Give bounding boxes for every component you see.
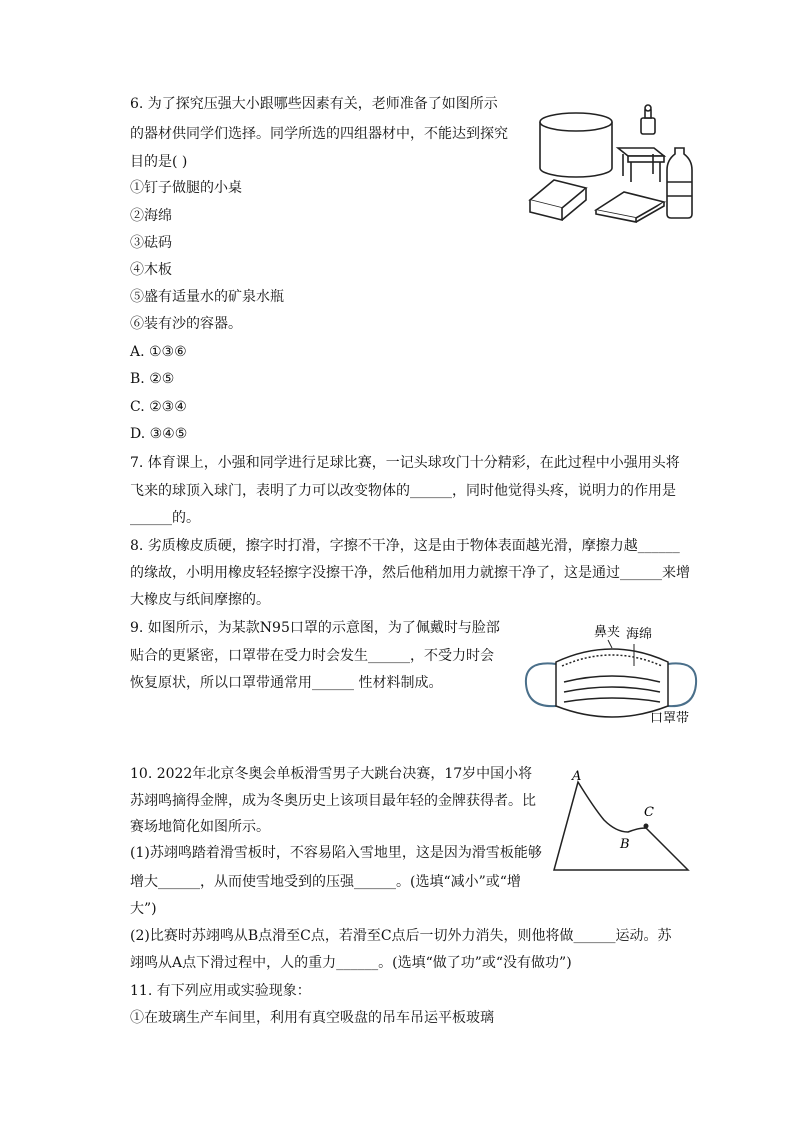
q10-line-7: (2)比赛时苏翊鸣从B点滑至C点，若滑至C点后一切外力消失，则他将做______运动。苏 [130, 928, 672, 944]
strap-label: 口罩带 [650, 711, 690, 726]
q10-line-4: (1)苏翊鸣踏着滑雪板时，不容易陷入雪地里，这是因为滑雪板能够 [130, 845, 542, 861]
q9-line-2: 贴合的更紧密，口罩带在受力时会发生______，不受力时会 [130, 648, 494, 664]
sand-container-icon [540, 113, 612, 177]
q6-option-a: A. ①③⑥ [130, 344, 187, 360]
q6-item: ②海绵 [130, 208, 172, 224]
q11-line-2: ①在玻璃生产车间里，利用有真空吸盘的吊车吊运平板玻璃 [130, 1010, 494, 1026]
q6-item: ①钉子做腿的小桌 [130, 180, 242, 196]
q6-item: ⑤盛有适量水的矿泉水瓶 [130, 289, 284, 305]
mask-body-icon [556, 649, 668, 717]
q9-line-1: 9. 如图所示，为某款N95口罩的示意图，为了佩戴时与脸部 [130, 620, 500, 636]
q10-line-6: 大”) [130, 901, 157, 917]
small-table-icon [618, 148, 664, 182]
q6-option-b: B. ②⑤ [130, 371, 175, 387]
q6-item: ⑥装有沙的容器。 [130, 316, 242, 332]
q8-line-3: 大橡皮与纸间摩擦的。 [130, 592, 270, 608]
q6-line-3: 目的是( ) [130, 154, 188, 170]
q6-item: ③砝码 [130, 235, 172, 251]
water-bottle-icon [667, 148, 692, 218]
q10-line-2: 苏翊鸣摘得金牌，成为冬奥历史上该项目最年轻的金牌获得者。比 [130, 793, 536, 809]
q6-option-c: C. ②③④ [130, 399, 187, 415]
q10-line-8: 翊鸣从A点下滑过程中，人的重力______。(选填“做了功”或“没有做功”) [130, 955, 572, 971]
q6-item: ④木板 [130, 262, 172, 278]
point-b-label: B [620, 837, 630, 852]
q10-line-3: 赛场地简化如图所示。 [130, 819, 270, 835]
q10-slope-figure [550, 768, 700, 878]
sponge-label: 海绵 [626, 627, 653, 642]
q7-line-2: 飞来的球顶入球门，表明了力可以改变物体的______，同时他觉得头疼，说明力的作用是 [130, 483, 676, 499]
q9-line-3: 恢复原状，所以口罩带通常用______ 性材料制成。 [130, 675, 443, 691]
q11-line-1: 11. 有下列应用或实验现象： [130, 983, 311, 999]
q6-line-1: 6. 为了探究压强大小跟哪些因素有关，老师准备了如图所示 [130, 96, 498, 112]
point-c-label: C [644, 805, 654, 820]
q7-line-1: 7. 体育课上，小强和同学进行足球比赛，一记头球攻门十分精彩，在此过程中小强用头将 [130, 455, 680, 471]
q10-line-5: 增大______，从而使雪地受到的压强______。(选填“减小”或“增 [130, 874, 521, 890]
q10-line-1: 10. 2022年北京冬奥会单板滑雪男子大跳台决赛，17岁中国小将 [130, 766, 533, 782]
nose-clip-label: 鼻夹 [594, 625, 621, 640]
q6-option-d: D. ③④⑤ [130, 426, 188, 442]
point-c-marker [644, 824, 649, 829]
q6-line-2: 的器材供同学们选择。同学所选的四组器材中，不能达到探究 [130, 126, 508, 142]
point-a-label: A [572, 769, 582, 784]
weight-icon [641, 105, 655, 134]
sponge-block-icon [530, 180, 586, 220]
q9-mask-figure [522, 622, 702, 732]
q7-line-3: ______的。 [130, 510, 200, 526]
q8-line-2: 的缘故，小明用橡皮轻轻擦字没擦干净，然后他稍加用力就擦干净了，这是通过______来增 [130, 565, 690, 581]
q8-line-1: 8. 劣质橡皮质硬，擦字时打滑，字擦不干净，这是由于物体表面越光滑，摩擦力越______ [130, 538, 680, 554]
wood-board-icon [596, 192, 664, 222]
slope-outline [554, 782, 688, 870]
q6-equipment-figure [526, 100, 726, 225]
